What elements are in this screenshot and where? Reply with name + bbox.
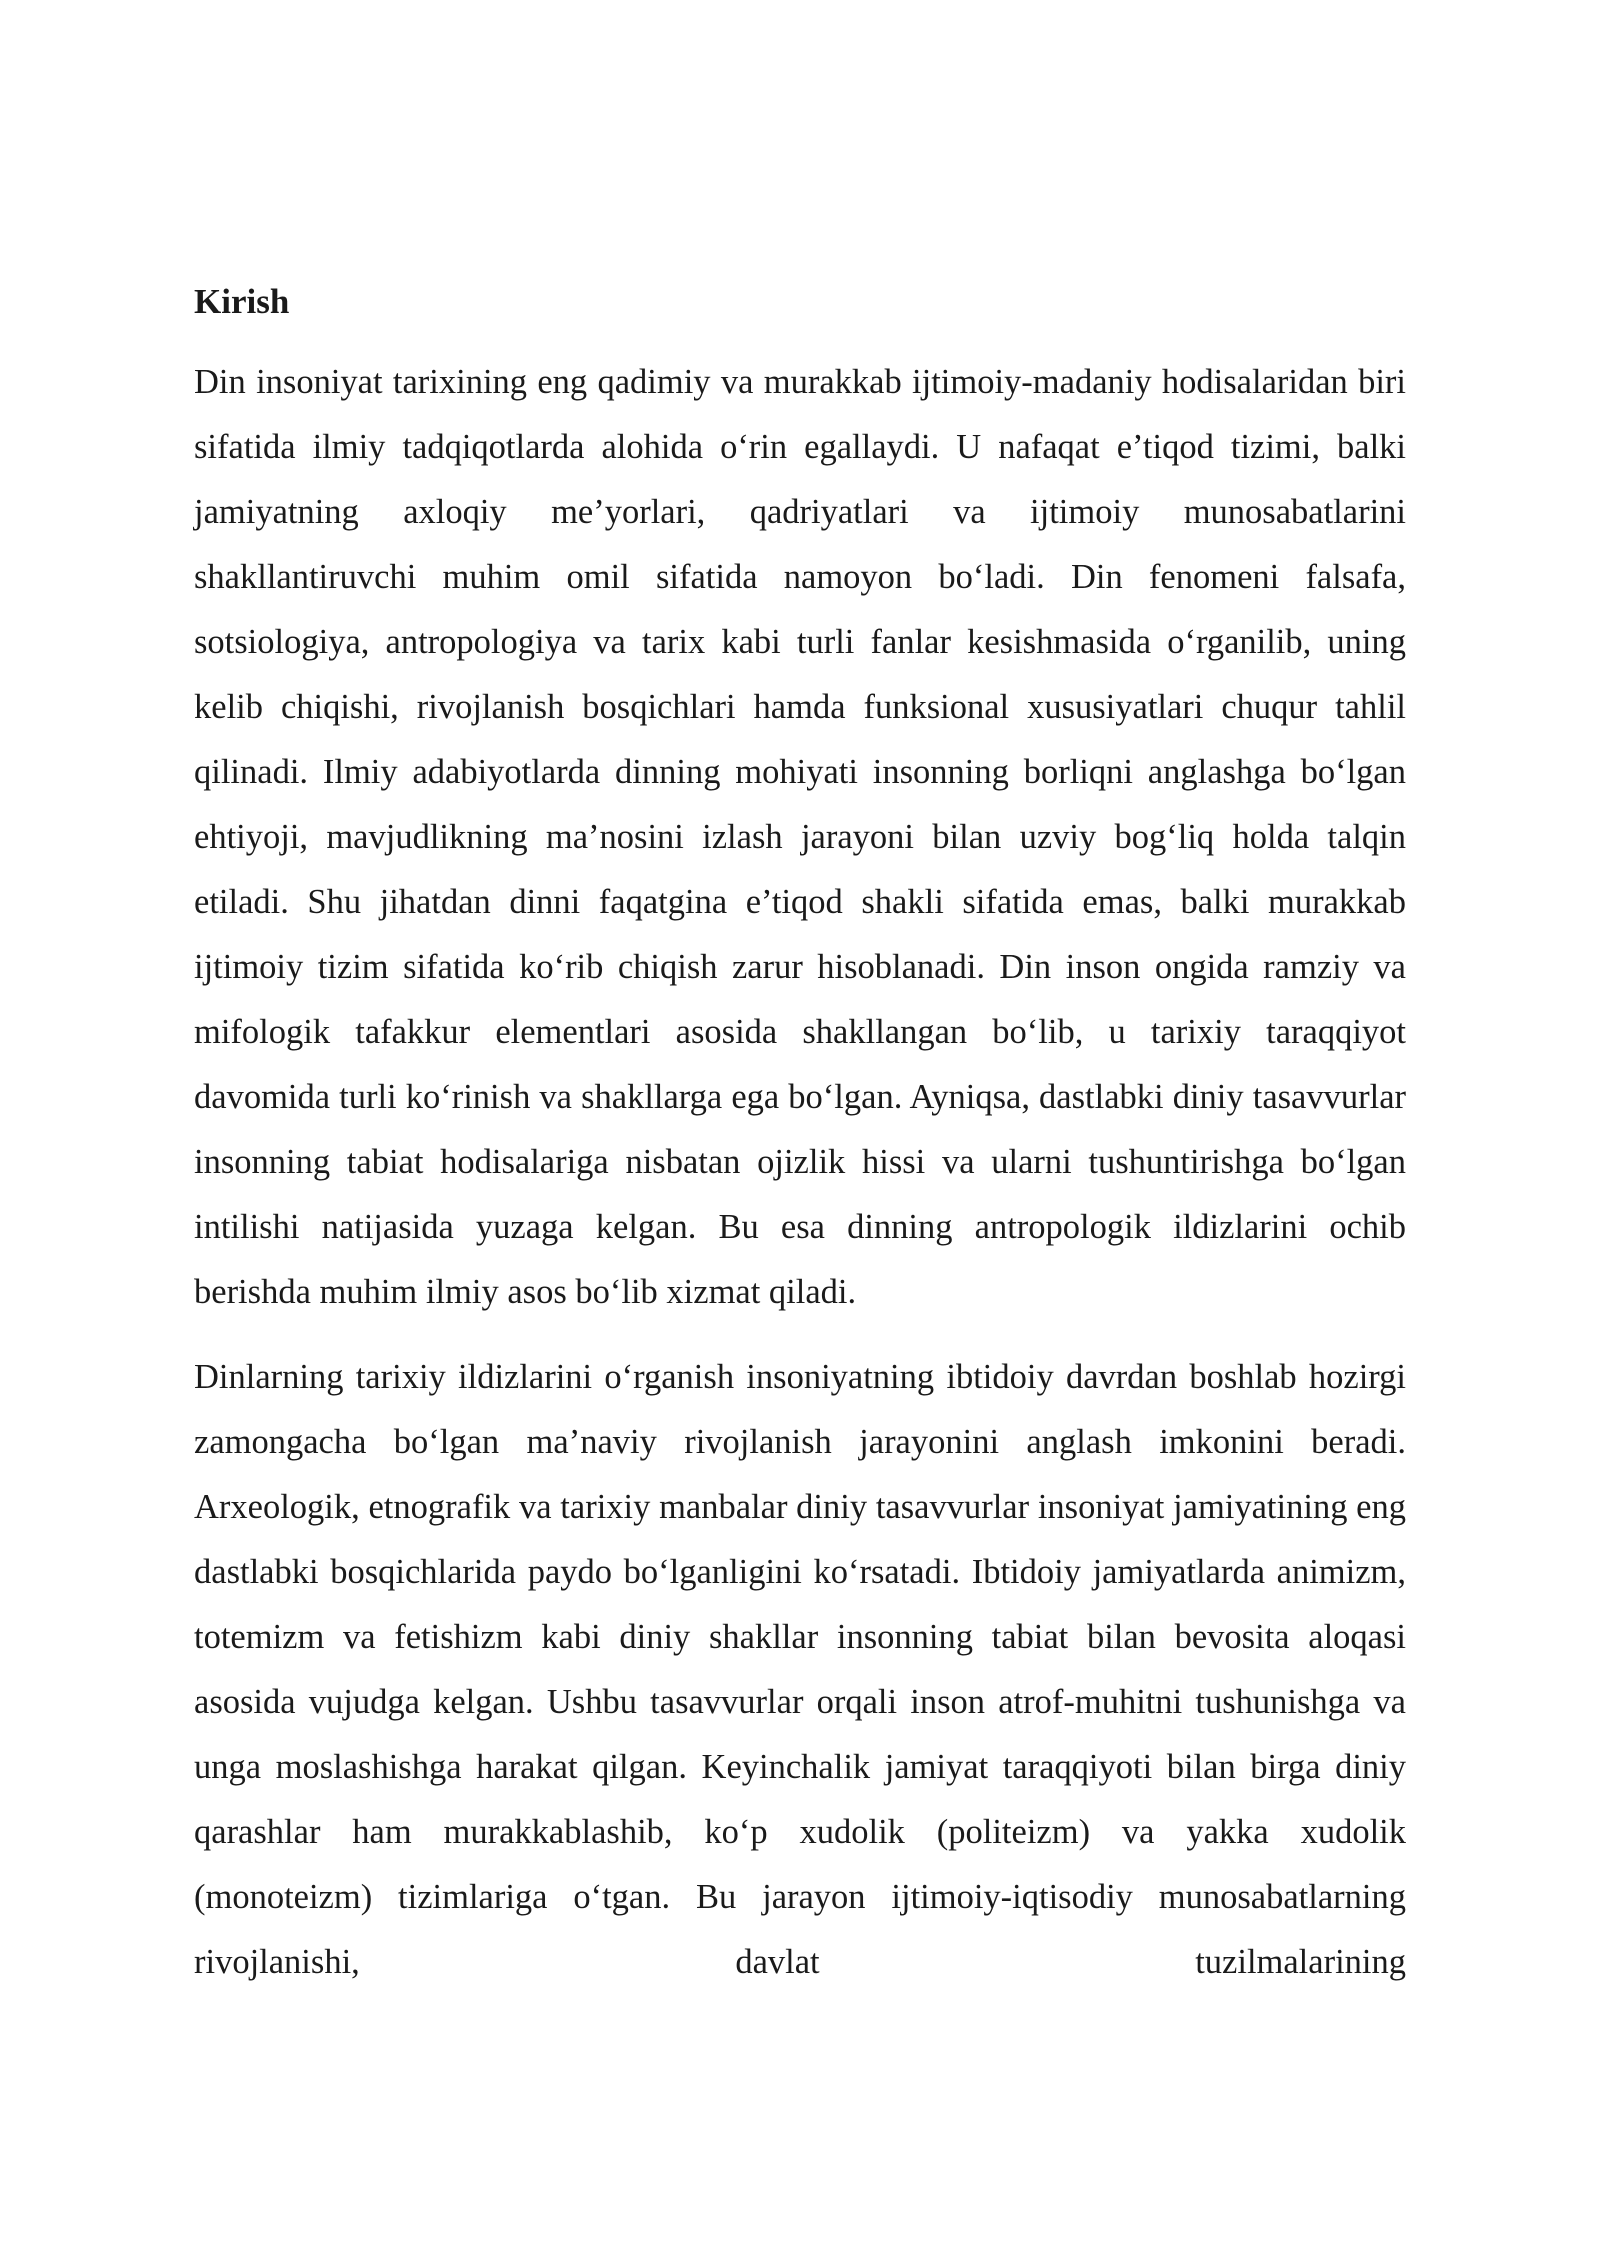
paragraph-1: Din insoniyat tarixining eng qadimiy va murakkab ijtimoiy-madaniy hodisalaridan biri sifatida ilmiy tadqiqotlarda alohida o‘rin egallaydi. U nafaqat e’tiqod tizimi, balki jamiyatning axloqiy me’yorlari, qadriyatlari va ijtimoiy munosabatlarini shakllantiruvchi muhim omil sifatida namoyon bo‘ladi. Din fenomeni falsafa, sotsiologiya, antropologiya va tarix kabi turli fanlar kesishmasida o‘rganilib, uning kelib chiqishi, rivojlanish bosqichlari hamda funksional xususiyatlari chuqur tahlil qilinadi. Ilmiy adabiyotlarda dinning mohiyati insonning borliqni anglashga bo‘lgan ehtiyoji, mavjudlikning ma’nosini izlash jarayoni bilan uzviy bog‘liq holda talqin etiladi. Shu jihatdan dinni faqatgina e’tiqod shakli sifatida emas, balki murakkab ijtimoiy tizim sifatida ko‘rib chiqish zarur hisoblanadi. Din inson ongida ramziy va mifologik tafakkur elementlari asosida shakllangan bo‘lib, u tarixiy taraqqiyot davomida turli ko‘rinish va shakllarga ega bo‘lgan. Ayniqsa, dastlabki diniy tasavvurlar insonning tabiat hodisalariga nisbatan ojizlik hissi va ularni tushuntirishga bo‘lgan intilishi natijasida yuzaga kelgan. Bu esa dinning antropologik ildizlarini ochib berishda muhim ilmiy asos bo‘lib xizmat qiladi. — [194, 363, 1406, 1311]
document-body — [194, 278, 1406, 2015]
paragraph-2: Dinlarning tarixiy ildizlarini o‘rganish insoniyatning ibtidoiy davrdan boshlab hozirgi zamongacha bo‘lgan ma’naviy rivojlanish jarayonini anglash imkonini beradi. Arxeologik, etnografik va tarixiy manbalar diniy tasavvurlar insoniyat jamiyatining eng dastlabki bosqichlarida paydo bo‘lganligini ko‘rsatadi. Ibtidoiy jamiyatlarda animizm, totemizm va fetishizm kabi diniy shakllar insonning tabiat bilan bevosita aloqasi asosida vujudga kelgan. Ushbu tasavvurlar orqali inson atrof-muhitni tushunishga va unga moslashishga harakat qilgan. Keyinchalik jamiyat taraqqiyoti bilan birga diniy qarashlar ham murakkablashib, ko‘p xudolik (politeizm) va yakka xudolik (monoteizm) tizimlariga o‘tgan. Bu jarayon ijtimoiy-iqtisodiy munosabatlarning rivojlanishi, davlat tuzilmalarining — [194, 1358, 1406, 1981]
section-heading: Kirish — [194, 282, 290, 321]
